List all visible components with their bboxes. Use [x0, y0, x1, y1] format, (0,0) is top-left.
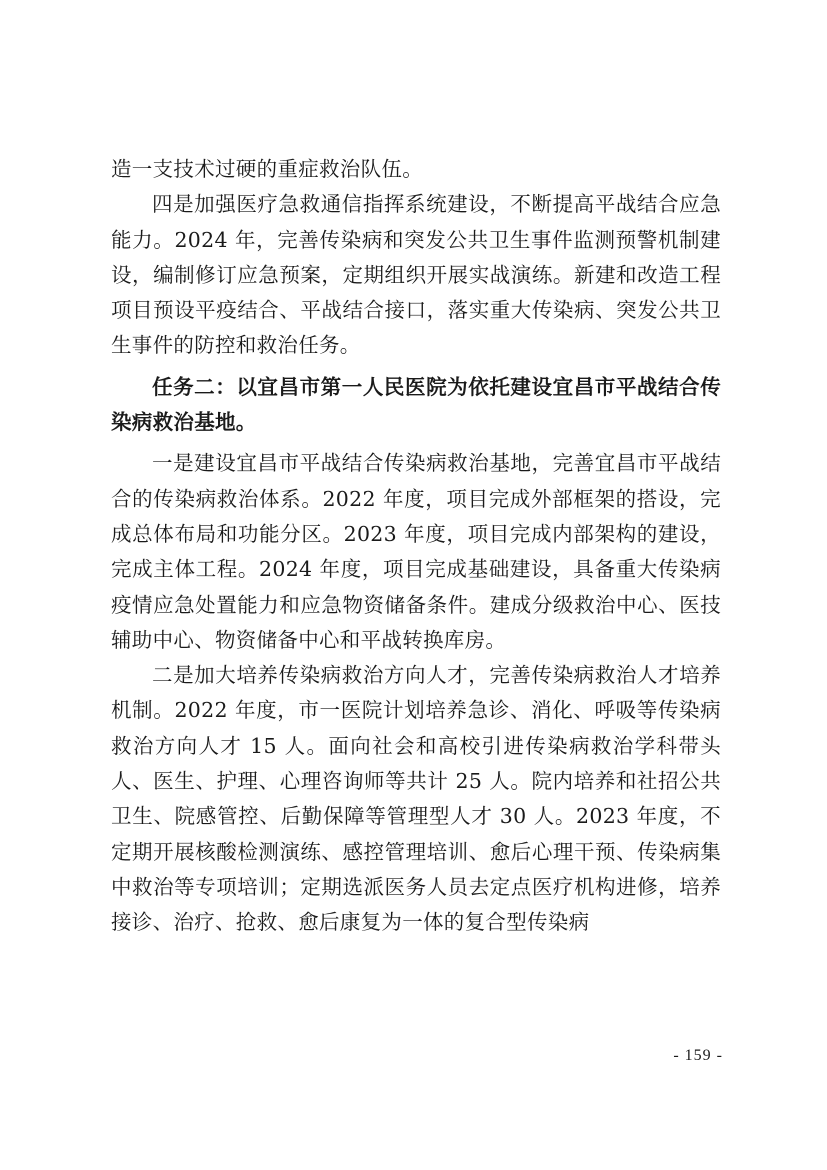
paragraph-item-two: 二是加大培养传染病救治方向人才，完善传染病救治人才培养机制。2022 年度，市一医院计划培养急诊、消化、呼吸等传染病救治方向人才 15 人。面向社会和高校引进传染病救治学科带头人、医生、护理、心理咨询师等共计 25 人。院内培养和社招公共卫生、院感管控、后勤保障等管理型人才 30 人。2023 年度，不定期开展核酸检测演练、感控管理培训、愈后心理干预、传染病集中救治等专项培训；定期选派医务人员去定点医疗机构进修，培养接诊、治疗、抢救、愈后康复为一体的复合型传染病	[111, 663, 721, 935]
section-heading-task-two: 任务二：以宜昌市第一人民医院为依托建设宜昌市平战结合传染病救治基地。	[111, 374, 721, 435]
paragraph-item-four: 四是加强医疗急救通信指挥系统建设，不断提高平战结合应急能力。2024 年，完善传染病和突发公共卫生事件监测预警机制建设，编制修订应急预案，定期组织开展实战演练。新建和改造工程项目预设平疫结合、平战结合接口，落实重大传染病、突发公共卫生事件的防控和救治任务。	[111, 192, 721, 358]
paragraph-item-one: 一是建设宜昌市平战结合传染病救治基地，完善宜昌市平战结合的传染病救治体系。2022 年度，项目完成外部框架的搭设，完成总体布局和功能分区。2023 年度，项目完成内部架构的建设，完成主体工程。2024 年度，项目完成基础建设，具备重大传染病疫情应急处置能力和应急物资储备条件。建成分级救治中心、医技辅助中心、物资储备中心和平战转换库房。	[111, 451, 721, 652]
page-number: - 159 -	[673, 1047, 723, 1064]
paragraph-continuation: 造一支技术过硬的重症救治队伍。	[111, 157, 423, 181]
body-text	[111, 152, 721, 941]
